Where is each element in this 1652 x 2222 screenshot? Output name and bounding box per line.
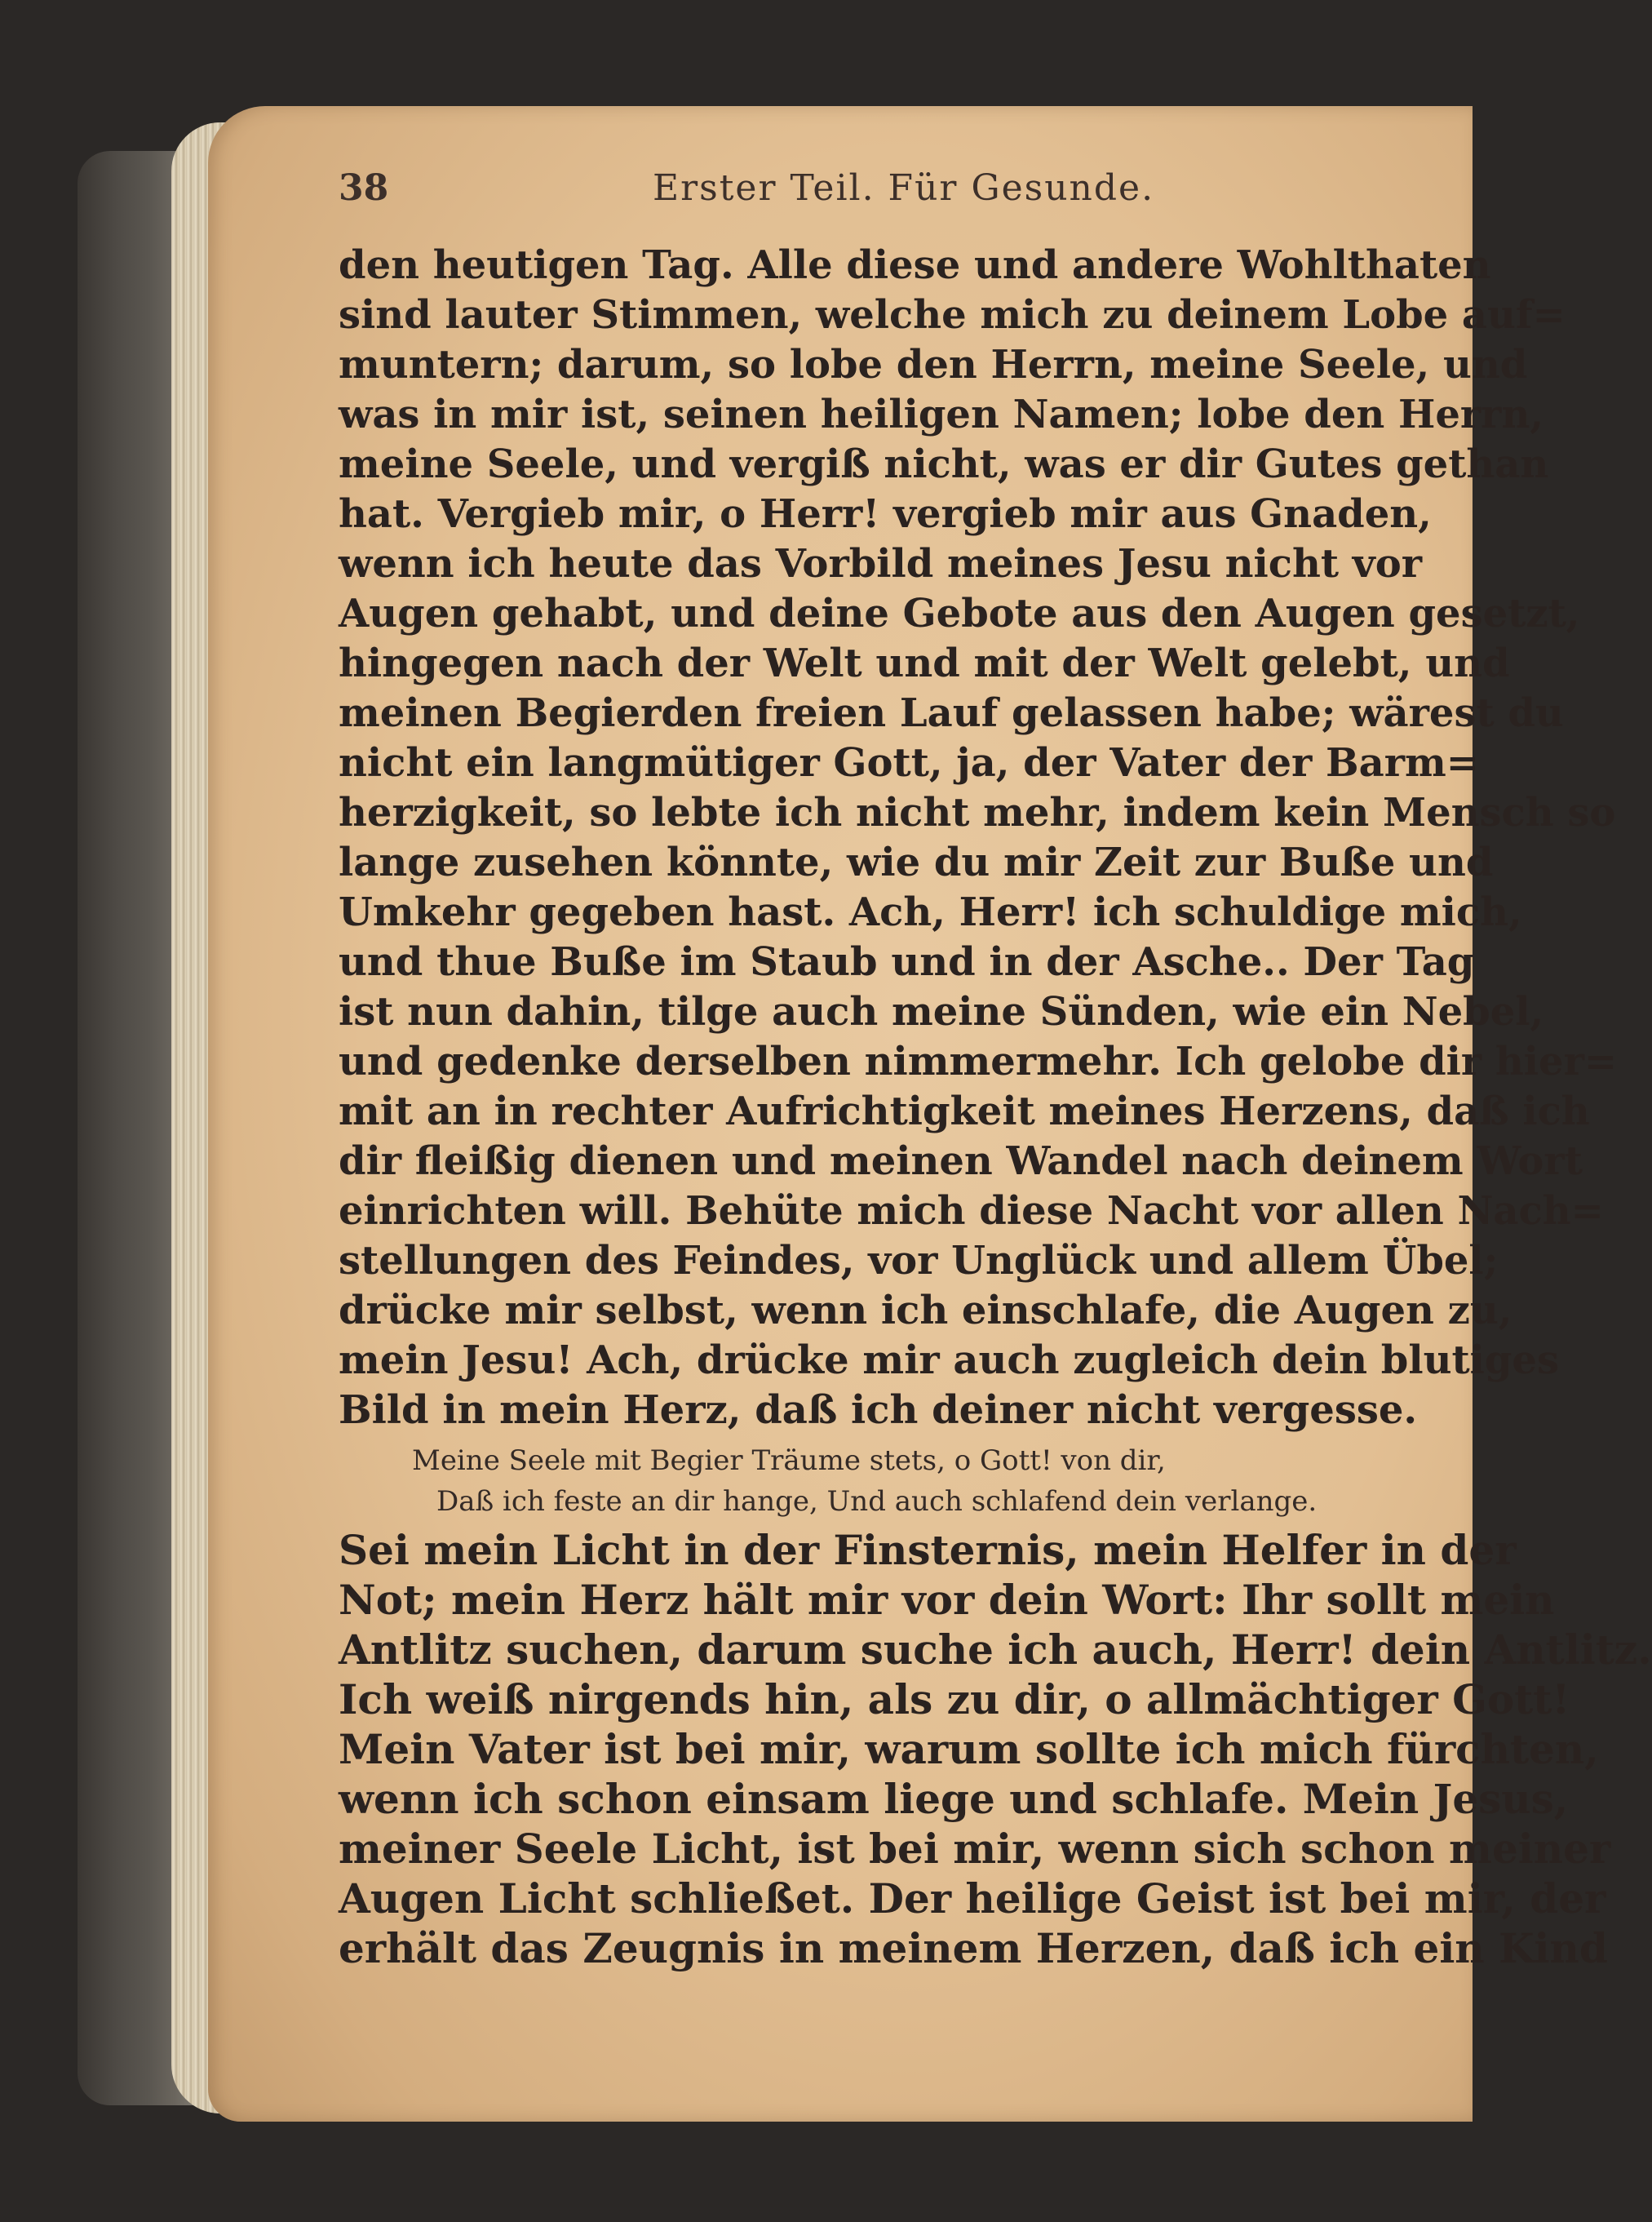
text-line: und thue Buße im Staub und in der Asche.. Der Tag — [339, 939, 1475, 985]
page-header — [339, 167, 1399, 224]
text-line: Umkehr gegeben hast. Ach, Herr! ich schuldige mich, — [339, 889, 1522, 935]
text-line: hat. Vergieb mir, o Herr! vergieb mir aus Gnaden, — [339, 491, 1432, 537]
text-line: meinen Begierden freien Lauf gelassen habe; wärest du — [339, 690, 1564, 736]
text-line: herzigkeit, so lebte ich nicht mehr, indem kein Mensch so — [339, 790, 1616, 836]
text-line: Ich weiß nirgends hin, als zu dir, o allmächtiger Gott! — [339, 1675, 1570, 1723]
hymn-verse — [339, 1440, 1432, 1522]
text-line: Antlitz suchen, darum suche ich auch, Herr! dein Antlitz. — [339, 1625, 1652, 1674]
text-line: mein Jesu! Ach, drücke mir auch zugleich dein blutiges — [339, 1337, 1559, 1383]
text-line: Augen Licht schließet. Der heilige Geist ist bei mir, der — [339, 1874, 1606, 1923]
text-line: drücke mir selbst, wenn ich einschlafe, die Augen zu, — [339, 1288, 1512, 1333]
text-line: muntern; darum, so lobe den Herrn, meine Seele, und — [339, 342, 1528, 388]
text-line: wenn ich schon einsam liege und schlafe. Mein Jesus, — [339, 1775, 1569, 1823]
text-line: sind lauter Stimmen, welche mich zu deinem Lobe auf= — [339, 292, 1566, 338]
text-line: nicht ein langmütiger Gott, ja, der Vater der Barm= — [339, 740, 1479, 786]
body-text — [339, 241, 1652, 1973]
text-line: einrichten will. Behüte mich diese Nacht vor allen Nach= — [339, 1188, 1604, 1234]
page-number: 38 — [339, 167, 389, 209]
text-line: lange zusehen könnte, wie du mir Zeit zur Buße und — [339, 840, 1494, 885]
verse-line: Meine Seele mit Begier Träume stets, o Gott! von dir, — [412, 1444, 1166, 1477]
text-line: mit an in rechter Aufrichtigkeit meines Herzens, daß ich — [339, 1089, 1590, 1134]
text-line: was in mir ist, seinen heiligen Namen; lobe den Herrn, — [339, 392, 1544, 437]
text-line: stellungen des Feindes, vor Unglück und allem Übel; — [339, 1238, 1499, 1284]
book-page — [208, 106, 1652, 2122]
text-line: erhält das Zeugnis in meinem Herzen, daß ich ein Kind — [339, 1924, 1608, 1972]
running-head: Erster Teil. Für Gesunde. — [653, 167, 1155, 209]
text-line: hingegen nach der Welt und mit der Welt gelebt, und — [339, 641, 1510, 686]
paragraph-2 — [339, 1525, 1652, 1973]
text-line: meiner Seele Licht, ist bei mir, wenn sich schon meiner — [339, 1825, 1611, 1873]
text-line: Not; mein Herz hält mir vor dein Wort: Ihr sollt mein — [339, 1576, 1555, 1624]
text-line: meine Seele, und vergiß nicht, was er dir Gutes gethan — [339, 441, 1549, 487]
text-line: Augen gehabt, und deine Gebote aus den Augen gesetzt, — [339, 591, 1580, 636]
text-line: und gedenke derselben nimmermehr. Ich gelobe dir hier= — [339, 1039, 1618, 1084]
text-line: wenn ich heute das Vorbild meines Jesu nicht vor — [339, 541, 1422, 587]
text-line: dir fleißig dienen und meinen Wandel nach deinem Wort — [339, 1138, 1583, 1184]
text-line: ist nun dahin, tilge auch meine Sünden, wie ein Nebel, — [339, 989, 1544, 1035]
verse-line: Daß ich feste an dir hange, Und auch schlafend dein verlange. — [436, 1485, 1318, 1518]
text-line: Mein Vater ist bei mir, warum sollte ich mich fürchten, — [339, 1725, 1599, 1773]
text-line: den heutigen Tag. Alle diese und andere Wohlthaten — [339, 242, 1491, 288]
text-line: Bild in mein Herz, daß ich deiner nicht vergesse. — [339, 1387, 1418, 1433]
paragraph-1 — [339, 241, 1618, 1435]
text-line: Sei mein Licht in der Finsternis, mein Helfer in der — [339, 1526, 1517, 1574]
